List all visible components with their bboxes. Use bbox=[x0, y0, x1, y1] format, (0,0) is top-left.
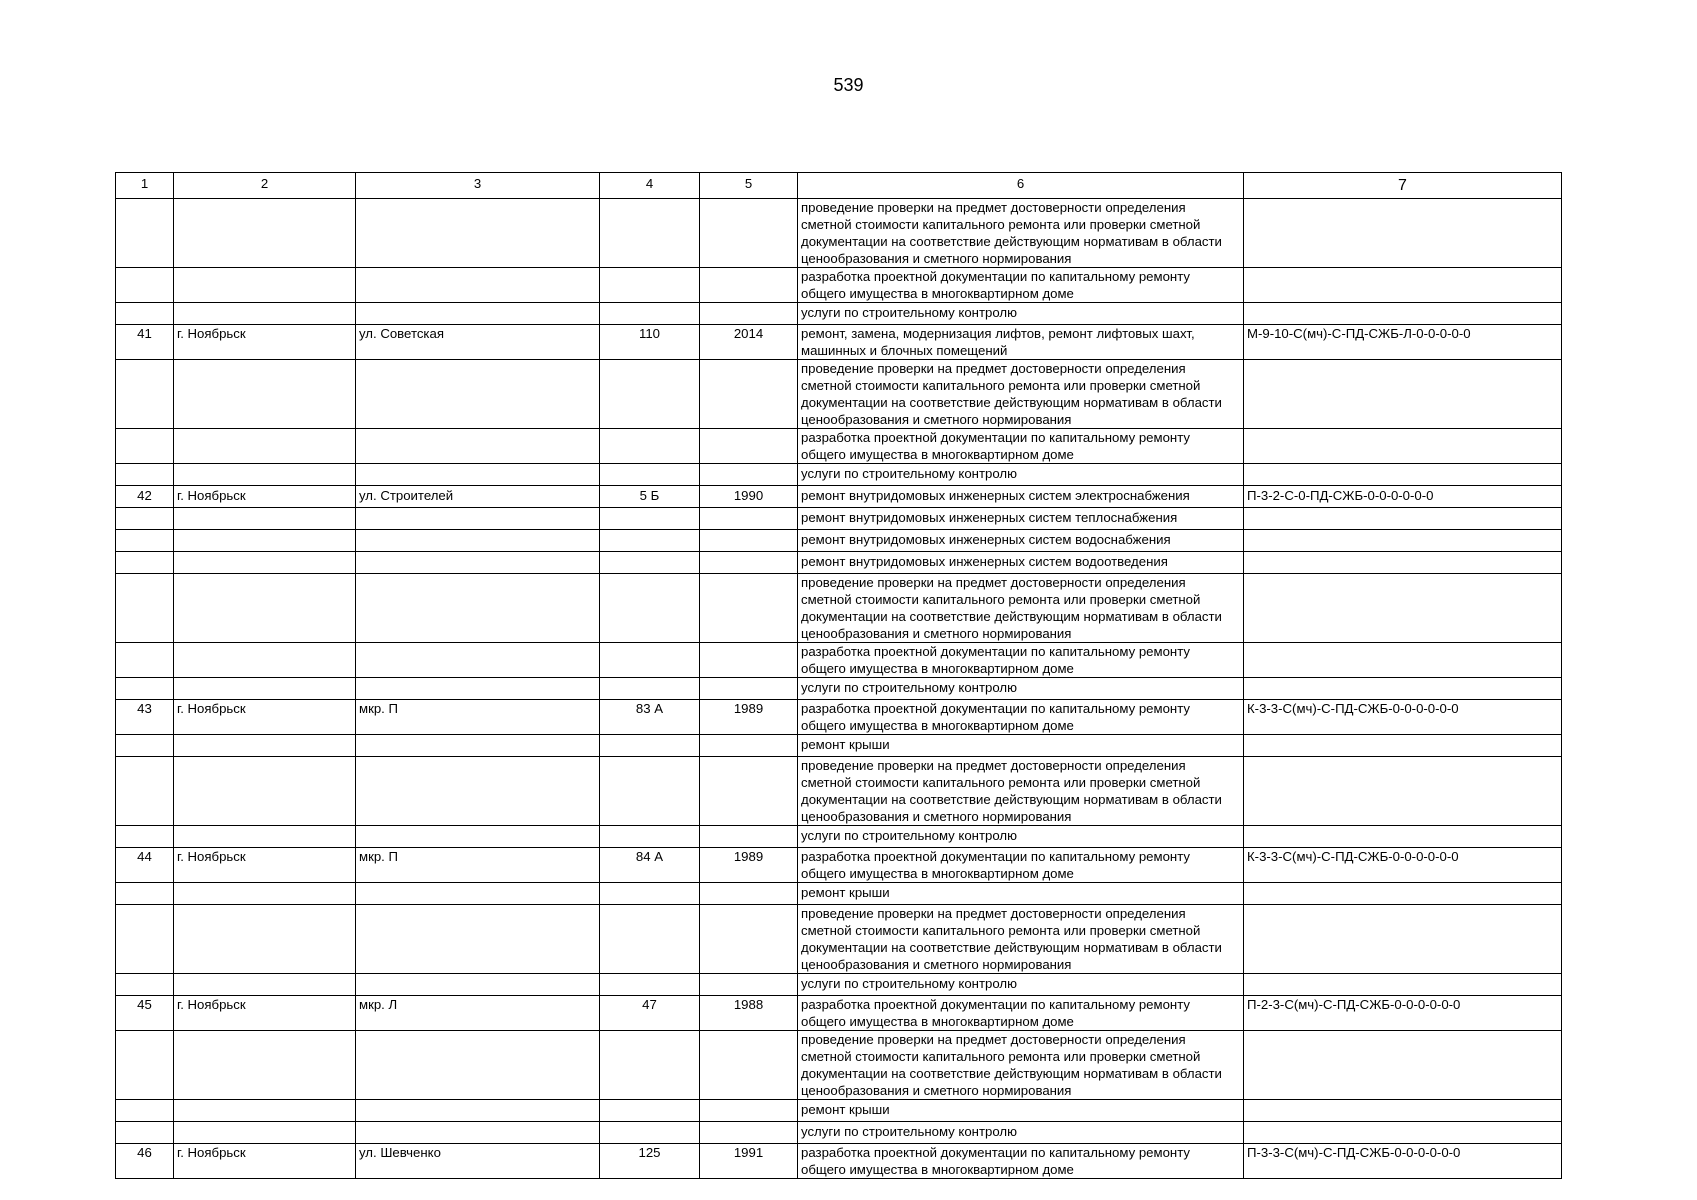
street-cell bbox=[356, 508, 600, 530]
table-row bbox=[116, 996, 1562, 1031]
table-row bbox=[116, 1122, 1562, 1144]
table-row bbox=[116, 905, 1562, 974]
table-row bbox=[116, 1031, 1562, 1100]
page-number: 539 bbox=[833, 75, 864, 95]
city-cell bbox=[174, 508, 356, 530]
city-cell bbox=[174, 574, 356, 643]
year-cell bbox=[700, 1100, 798, 1122]
work-type-cell: услуги по строительному контролю bbox=[798, 678, 1244, 700]
year-cell: 1989 bbox=[700, 848, 798, 883]
street-cell bbox=[356, 643, 600, 678]
city-cell bbox=[174, 1122, 356, 1144]
building-code-cell bbox=[1244, 552, 1562, 574]
work-type-cell: проведение проверки на предмет достоверности определения сметной стоимости капитального ремонта или проверки сметной документации на соответствие действующим нормативам в области ценообразования и сметного нормирования bbox=[798, 905, 1244, 974]
work-type-cell: разработка проектной документации по капитальному ремонту общего имущества в многоквартирном доме bbox=[798, 1144, 1244, 1179]
table-row bbox=[116, 199, 1562, 268]
street-cell bbox=[356, 464, 600, 486]
house-number-cell bbox=[600, 552, 700, 574]
house-number-cell bbox=[600, 735, 700, 757]
house-number-cell bbox=[600, 268, 700, 303]
header-cell-4: 4 bbox=[600, 173, 700, 199]
building-code-cell bbox=[1244, 464, 1562, 486]
register-body bbox=[116, 173, 1562, 1179]
street-cell bbox=[356, 199, 600, 268]
city-cell bbox=[174, 883, 356, 905]
row-number-cell bbox=[116, 268, 174, 303]
table-row bbox=[116, 1100, 1562, 1122]
work-type-cell: разработка проектной документации по капитальному ремонту общего имущества в многоквартирном доме bbox=[798, 848, 1244, 883]
row-number-cell bbox=[116, 1100, 174, 1122]
city-cell: г. Ноябрьск bbox=[174, 486, 356, 508]
work-type-cell: ремонт крыши bbox=[798, 1100, 1244, 1122]
row-number-cell bbox=[116, 574, 174, 643]
building-code-cell: К-3-3-С(мч)-С-ПД-СЖБ-0-0-0-0-0-0 bbox=[1244, 700, 1562, 735]
work-type-cell: разработка проектной документации по капитальному ремонту общего имущества в многоквартирном доме bbox=[798, 429, 1244, 464]
city-cell bbox=[174, 268, 356, 303]
building-code-cell bbox=[1244, 905, 1562, 974]
work-type-cell: ремонт внутридомовых инженерных систем водоснабжения bbox=[798, 530, 1244, 552]
city-cell bbox=[174, 643, 356, 678]
row-number-cell bbox=[116, 826, 174, 848]
city-cell: г. Ноябрьск bbox=[174, 996, 356, 1031]
house-number-cell bbox=[600, 429, 700, 464]
building-code-cell: К-3-3-С(мч)-С-ПД-СЖБ-0-0-0-0-0-0 bbox=[1244, 848, 1562, 883]
header-cell-1: 1 bbox=[116, 173, 174, 199]
work-type-cell: услуги по строительному контролю bbox=[798, 464, 1244, 486]
year-cell bbox=[700, 757, 798, 826]
work-type-cell: услуги по строительному контролю bbox=[798, 974, 1244, 996]
house-number-cell: 5 Б bbox=[600, 486, 700, 508]
street-cell bbox=[356, 883, 600, 905]
street-cell: мкр. П bbox=[356, 848, 600, 883]
table-row bbox=[116, 974, 1562, 996]
street-cell bbox=[356, 826, 600, 848]
work-type-cell: ремонт, замена, модернизация лифтов, ремонт лифтовых шахт, машинных и блочных помещений bbox=[798, 325, 1244, 360]
building-code-cell: П-3-2-С-0-ПД-СЖБ-0-0-0-0-0-0 bbox=[1244, 486, 1562, 508]
city-cell bbox=[174, 1031, 356, 1100]
building-code-cell bbox=[1244, 735, 1562, 757]
work-type-cell: проведение проверки на предмет достоверности определения сметной стоимости капитального ремонта или проверки сметной документации на соответствие действующим нормативам в области ценообразования и сметного нормирования bbox=[798, 757, 1244, 826]
city-cell bbox=[174, 552, 356, 574]
year-cell: 2014 bbox=[700, 325, 798, 360]
row-number-cell bbox=[116, 883, 174, 905]
work-type-cell: разработка проектной документации по капитальному ремонту общего имущества в многоквартирном доме bbox=[798, 643, 1244, 678]
table-row bbox=[116, 678, 1562, 700]
work-type-cell: проведение проверки на предмет достоверности определения сметной стоимости капитального ремонта или проверки сметной документации на соответствие действующим нормативам в области ценообразования и сметного нормирования bbox=[798, 1031, 1244, 1100]
city-cell bbox=[174, 757, 356, 826]
work-type-cell: услуги по строительному контролю bbox=[798, 826, 1244, 848]
street-cell bbox=[356, 1031, 600, 1100]
building-code-cell bbox=[1244, 1122, 1562, 1144]
year-cell bbox=[700, 464, 798, 486]
year-cell bbox=[700, 643, 798, 678]
city-cell bbox=[174, 429, 356, 464]
row-number-cell: 45 bbox=[116, 996, 174, 1031]
table-row bbox=[116, 757, 1562, 826]
row-number-cell bbox=[116, 1122, 174, 1144]
city-cell: г. Ноябрьск bbox=[174, 848, 356, 883]
year-cell bbox=[700, 905, 798, 974]
house-number-cell bbox=[600, 1122, 700, 1144]
work-type-cell: разработка проектной документации по капитальному ремонту общего имущества в многоквартирном доме bbox=[798, 700, 1244, 735]
street-cell bbox=[356, 757, 600, 826]
building-code-cell: М-9-10-С(мч)-С-ПД-СЖБ-Л-0-0-0-0-0 bbox=[1244, 325, 1562, 360]
table-row bbox=[116, 826, 1562, 848]
building-code-cell bbox=[1244, 883, 1562, 905]
building-code-cell bbox=[1244, 757, 1562, 826]
city-cell: г. Ноябрьск bbox=[174, 700, 356, 735]
street-cell bbox=[356, 552, 600, 574]
row-number-cell bbox=[116, 508, 174, 530]
building-code-cell bbox=[1244, 643, 1562, 678]
header-cell-3: 3 bbox=[356, 173, 600, 199]
building-code-cell bbox=[1244, 826, 1562, 848]
header-cell-6: 6 bbox=[798, 173, 1244, 199]
row-number-cell bbox=[116, 360, 174, 429]
street-cell bbox=[356, 1100, 600, 1122]
house-number-cell bbox=[600, 303, 700, 325]
year-cell: 1988 bbox=[700, 996, 798, 1031]
street-cell bbox=[356, 530, 600, 552]
table-row bbox=[116, 700, 1562, 735]
row-number-cell bbox=[116, 429, 174, 464]
year-cell bbox=[700, 268, 798, 303]
city-cell bbox=[174, 678, 356, 700]
year-cell: 1990 bbox=[700, 486, 798, 508]
table-row bbox=[116, 268, 1562, 303]
table-row bbox=[116, 530, 1562, 552]
row-number-cell: 43 bbox=[116, 700, 174, 735]
street-cell: мкр. Л bbox=[356, 996, 600, 1031]
street-cell bbox=[356, 574, 600, 643]
building-code-cell bbox=[1244, 429, 1562, 464]
street-cell: ул. Строителей bbox=[356, 486, 600, 508]
year-cell bbox=[700, 360, 798, 429]
row-number-cell: 42 bbox=[116, 486, 174, 508]
row-number-cell bbox=[116, 678, 174, 700]
street-cell bbox=[356, 974, 600, 996]
city-cell bbox=[174, 464, 356, 486]
table-row bbox=[116, 1144, 1562, 1179]
street-cell bbox=[356, 735, 600, 757]
table-row bbox=[116, 508, 1562, 530]
building-code-cell bbox=[1244, 360, 1562, 429]
house-number-cell bbox=[600, 574, 700, 643]
work-type-cell: проведение проверки на предмет достоверности определения сметной стоимости капитального ремонта или проверки сметной документации на соответствие действующим нормативам в области ценообразования и сметного нормирования bbox=[798, 574, 1244, 643]
row-number-cell: 44 bbox=[116, 848, 174, 883]
building-code-cell bbox=[1244, 530, 1562, 552]
row-number-cell bbox=[116, 464, 174, 486]
house-number-cell: 125 bbox=[600, 1144, 700, 1179]
house-number-cell bbox=[600, 757, 700, 826]
year-cell bbox=[700, 530, 798, 552]
building-code-cell bbox=[1244, 1100, 1562, 1122]
street-cell bbox=[356, 905, 600, 974]
row-number-cell bbox=[116, 974, 174, 996]
year-cell bbox=[700, 974, 798, 996]
row-number-cell: 46 bbox=[116, 1144, 174, 1179]
table-row bbox=[116, 552, 1562, 574]
street-cell: мкр. П bbox=[356, 700, 600, 735]
row-number-cell bbox=[116, 735, 174, 757]
city-cell bbox=[174, 1100, 356, 1122]
house-number-cell bbox=[600, 678, 700, 700]
row-number-cell bbox=[116, 199, 174, 268]
year-cell bbox=[700, 574, 798, 643]
city-cell bbox=[174, 974, 356, 996]
row-number-cell bbox=[116, 303, 174, 325]
city-cell bbox=[174, 199, 356, 268]
repair-register-table bbox=[115, 172, 1562, 1179]
row-number-cell bbox=[116, 1031, 174, 1100]
house-number-cell bbox=[600, 530, 700, 552]
table-row bbox=[116, 883, 1562, 905]
house-number-cell bbox=[600, 464, 700, 486]
header-row bbox=[116, 173, 1562, 199]
header-cell-2: 2 bbox=[174, 173, 356, 199]
year-cell bbox=[700, 552, 798, 574]
table-row bbox=[116, 643, 1562, 678]
building-code-cell: П-2-3-С(мч)-С-ПД-СЖБ-0-0-0-0-0-0 bbox=[1244, 996, 1562, 1031]
header-cell-7: 7 bbox=[1244, 173, 1562, 199]
year-cell bbox=[700, 429, 798, 464]
header-cell-5: 5 bbox=[700, 173, 798, 199]
work-type-cell: ремонт внутридомовых инженерных систем водоотведения bbox=[798, 552, 1244, 574]
work-type-cell: разработка проектной документации по капитальному ремонту общего имущества в многоквартирном доме bbox=[798, 268, 1244, 303]
street-cell: ул. Шевченко bbox=[356, 1144, 600, 1179]
table-row bbox=[116, 464, 1562, 486]
street-cell bbox=[356, 1122, 600, 1144]
house-number-cell bbox=[600, 905, 700, 974]
house-number-cell bbox=[600, 1031, 700, 1100]
year-cell bbox=[700, 199, 798, 268]
table-row bbox=[116, 360, 1562, 429]
building-code-cell bbox=[1244, 508, 1562, 530]
work-type-cell: проведение проверки на предмет достоверности определения сметной стоимости капитального ремонта или проверки сметной документации на соответствие действующим нормативам в области ценообразования и сметного нормирования bbox=[798, 199, 1244, 268]
city-cell bbox=[174, 905, 356, 974]
row-number-cell bbox=[116, 552, 174, 574]
house-number-cell bbox=[600, 360, 700, 429]
house-number-cell: 83 А bbox=[600, 700, 700, 735]
work-type-cell: ремонт крыши bbox=[798, 883, 1244, 905]
row-number-cell bbox=[116, 905, 174, 974]
year-cell bbox=[700, 735, 798, 757]
building-code-cell bbox=[1244, 678, 1562, 700]
street-cell bbox=[356, 678, 600, 700]
building-code-cell bbox=[1244, 1031, 1562, 1100]
street-cell bbox=[356, 303, 600, 325]
house-number-cell: 47 bbox=[600, 996, 700, 1031]
year-cell bbox=[700, 883, 798, 905]
building-code-cell: П-3-3-С(мч)-С-ПД-СЖБ-0-0-0-0-0-0 bbox=[1244, 1144, 1562, 1179]
building-code-cell bbox=[1244, 268, 1562, 303]
house-number-cell bbox=[600, 974, 700, 996]
year-cell bbox=[700, 1122, 798, 1144]
year-cell: 1989 bbox=[700, 700, 798, 735]
work-type-cell: услуги по строительному контролю bbox=[798, 303, 1244, 325]
house-number-cell bbox=[600, 826, 700, 848]
city-cell bbox=[174, 826, 356, 848]
year-cell bbox=[700, 1031, 798, 1100]
street-cell bbox=[356, 429, 600, 464]
city-cell bbox=[174, 530, 356, 552]
table-row bbox=[116, 303, 1562, 325]
table-row bbox=[116, 429, 1562, 464]
street-cell bbox=[356, 268, 600, 303]
year-cell bbox=[700, 678, 798, 700]
year-cell: 1991 bbox=[700, 1144, 798, 1179]
house-number-cell bbox=[600, 1100, 700, 1122]
street-cell bbox=[356, 360, 600, 429]
year-cell bbox=[700, 826, 798, 848]
table-row bbox=[116, 848, 1562, 883]
city-cell: г. Ноябрьск bbox=[174, 1144, 356, 1179]
building-code-cell bbox=[1244, 574, 1562, 643]
house-number-cell bbox=[600, 883, 700, 905]
work-type-cell: услуги по строительному контролю bbox=[798, 1122, 1244, 1144]
house-number-cell: 110 bbox=[600, 325, 700, 360]
building-code-cell bbox=[1244, 974, 1562, 996]
year-cell bbox=[700, 303, 798, 325]
city-cell bbox=[174, 735, 356, 757]
street-cell: ул. Советская bbox=[356, 325, 600, 360]
city-cell bbox=[174, 360, 356, 429]
city-cell bbox=[174, 303, 356, 325]
row-number-cell bbox=[116, 530, 174, 552]
work-type-cell: ремонт внутридомовых инженерных систем электроснабжения bbox=[798, 486, 1244, 508]
work-type-cell: проведение проверки на предмет достоверности определения сметной стоимости капитального ремонта или проверки сметной документации на соответствие действующим нормативам в области ценообразования и сметного нормирования bbox=[798, 360, 1244, 429]
house-number-cell bbox=[600, 643, 700, 678]
building-code-cell bbox=[1244, 199, 1562, 268]
table-row bbox=[116, 574, 1562, 643]
house-number-cell: 84 А bbox=[600, 848, 700, 883]
work-type-cell: разработка проектной документации по капитальному ремонту общего имущества в многоквартирном доме bbox=[798, 996, 1244, 1031]
work-type-cell: ремонт внутридомовых инженерных систем теплоснабжения bbox=[798, 508, 1244, 530]
house-number-cell bbox=[600, 199, 700, 268]
row-number-cell bbox=[116, 757, 174, 826]
row-number-cell: 41 bbox=[116, 325, 174, 360]
table-row bbox=[116, 486, 1562, 508]
row-number-cell bbox=[116, 643, 174, 678]
table-row bbox=[116, 325, 1562, 360]
building-code-cell bbox=[1244, 303, 1562, 325]
table-row bbox=[116, 735, 1562, 757]
city-cell: г. Ноябрьск bbox=[174, 325, 356, 360]
year-cell bbox=[700, 508, 798, 530]
work-type-cell: ремонт крыши bbox=[798, 735, 1244, 757]
house-number-cell bbox=[600, 508, 700, 530]
